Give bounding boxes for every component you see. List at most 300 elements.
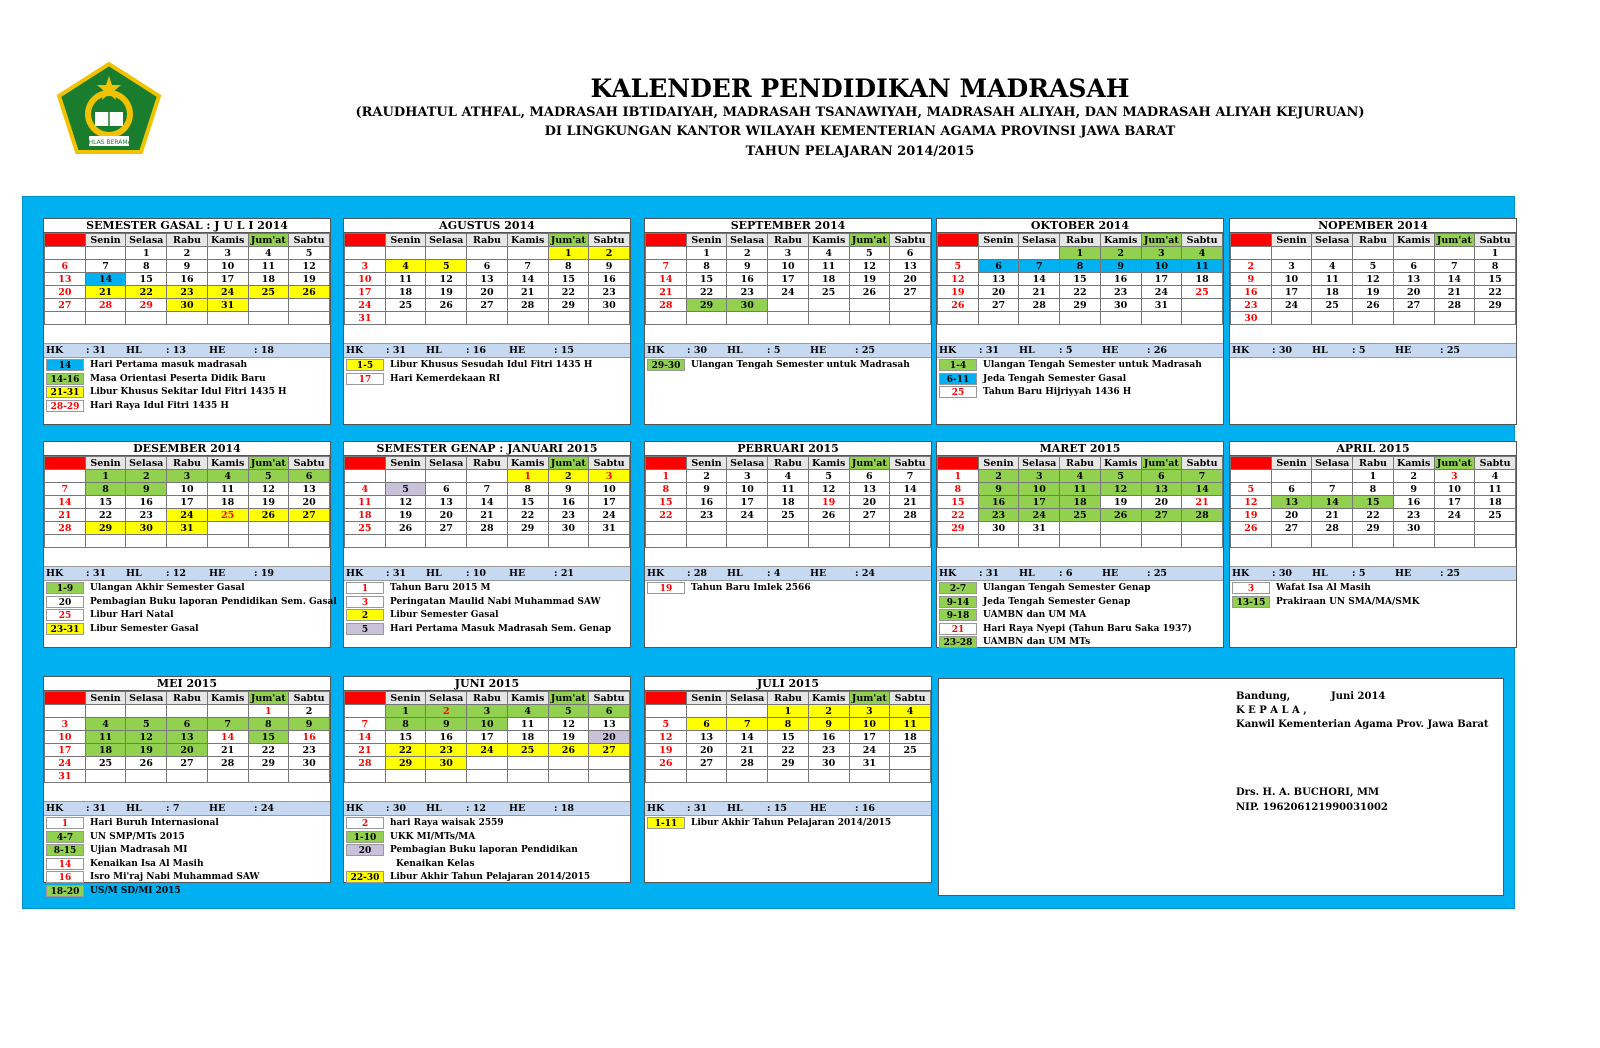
day-cell: 8: [1475, 260, 1516, 273]
day-cell: 29: [1060, 299, 1101, 312]
stat-hl-value: : 4: [767, 568, 781, 579]
day-cell: 30: [978, 522, 1019, 535]
day-cell: 10: [1271, 273, 1312, 286]
empty-cell: [1100, 535, 1141, 548]
day-cell: 4: [890, 705, 931, 718]
region-line: DI LINGKUNGAN KANTOR WILAYAH KEMENTERIAN AGAMA PROVINSI JAWA BARAT: [544, 124, 1176, 139]
stat-he-value: : 26: [1147, 345, 1168, 356]
day-cell: 22: [385, 744, 426, 757]
day-cell: 30: [589, 299, 630, 312]
month-title: NOPEMBER 2014: [1230, 219, 1516, 233]
weekday-header: Ahad: [938, 234, 979, 247]
day-cell: 23: [686, 509, 727, 522]
day-cell: 13: [1271, 496, 1312, 509]
day-cell: 19: [426, 286, 467, 299]
note-badge: 6-11: [939, 373, 977, 385]
signature-nip: NIP. 196206121990031002: [1236, 802, 1388, 813]
empty-cell: [167, 770, 208, 783]
empty-cell: [385, 770, 426, 783]
weekday-header: Kamis: [1100, 457, 1141, 470]
day-cell: 4: [248, 247, 289, 260]
note-badge: 2: [346, 817, 384, 829]
day-cell: 4: [385, 260, 426, 273]
page-title: KALENDER PENDIDIKAN MADRASAH: [590, 74, 1130, 103]
note-badge: 9-18: [939, 609, 977, 621]
day-cell: 17: [45, 744, 86, 757]
note-badge: 25: [46, 609, 84, 621]
day-cell: 4: [1182, 247, 1223, 260]
empty-cell: [345, 470, 386, 483]
note-text: Ulangan Tengah Semester Genap: [983, 583, 1151, 593]
weekday-header: Kamis: [507, 234, 548, 247]
day-cell: 17: [1141, 273, 1182, 286]
day-cell: 28: [1019, 299, 1060, 312]
month-notes: [645, 582, 931, 596]
month-stats: [1230, 343, 1516, 358]
day-cell: 5: [849, 247, 890, 260]
empty-cell: [1019, 247, 1060, 260]
day-cell: 3: [1434, 470, 1475, 483]
month-grid: [645, 456, 931, 548]
empty-cell: [85, 535, 126, 548]
stat-hl-value: : 13: [166, 345, 187, 356]
empty-cell: [890, 757, 931, 770]
note-text: Libur Semester Gasal: [90, 623, 199, 634]
note-row: [44, 871, 330, 885]
note-row: [44, 359, 330, 373]
weekday-header: Kamis: [1100, 234, 1141, 247]
stat-hl-label: HL: [727, 345, 743, 356]
weekday-header: Selasa: [1019, 234, 1060, 247]
empty-cell: [768, 770, 809, 783]
day-cell: 26: [1231, 522, 1272, 535]
day-cell: 10: [849, 718, 890, 731]
day-cell: 8: [126, 260, 167, 273]
empty-cell: [426, 770, 467, 783]
note-row: [937, 359, 1223, 373]
signature-name: Drs. H. A. BUCHORI, MM: [1236, 787, 1380, 798]
day-cell: 24: [45, 757, 86, 770]
day-cell: 21: [1019, 286, 1060, 299]
month-stats: [344, 566, 630, 581]
empty-cell: [1100, 312, 1141, 325]
empty-cell: [548, 757, 589, 770]
day-cell: 15: [85, 496, 126, 509]
month-grid: [1230, 456, 1516, 548]
stat-hk-label: HK: [346, 345, 364, 356]
empty-cell: [426, 535, 467, 548]
day-cell: 16: [1393, 496, 1434, 509]
day-cell: 4: [507, 705, 548, 718]
stat-hl-label: HL: [1312, 345, 1328, 356]
note-badge: 19: [647, 582, 685, 594]
day-cell: 17: [727, 496, 768, 509]
day-cell: 2: [1100, 247, 1141, 260]
day-cell: 18: [345, 509, 386, 522]
note-row: [645, 817, 931, 831]
stat-he-value: : 25: [1440, 568, 1461, 579]
stat-he-value: : 25: [1440, 345, 1461, 356]
month-grid: [44, 233, 330, 325]
day-cell: 13: [1141, 483, 1182, 496]
day-cell: 18: [248, 273, 289, 286]
empty-cell: [589, 535, 630, 548]
empty-cell: [1353, 247, 1394, 260]
day-cell: 19: [1353, 286, 1394, 299]
day-cell: 8: [938, 483, 979, 496]
day-cell: 24: [167, 509, 208, 522]
stat-hk-label: HK: [46, 803, 64, 814]
day-cell: 13: [45, 273, 86, 286]
day-cell: 1: [548, 247, 589, 260]
day-cell: 6: [467, 260, 508, 273]
stat-he-value: : 21: [554, 568, 575, 579]
day-cell: 18: [808, 273, 849, 286]
month-notes: [645, 817, 931, 831]
weekday-header: Jum'at: [1434, 457, 1475, 470]
note-text: Jeda Tengah Semester Genap: [983, 596, 1131, 607]
day-cell: 2: [808, 705, 849, 718]
note-row: [344, 858, 630, 872]
empty-cell: [808, 770, 849, 783]
note-row: [937, 623, 1223, 637]
day-cell: 26: [548, 744, 589, 757]
day-cell: 10: [1434, 483, 1475, 496]
day-cell: 22: [1475, 286, 1516, 299]
day-cell: 4: [345, 483, 386, 496]
empty-cell: [727, 705, 768, 718]
day-cell: 27: [167, 757, 208, 770]
day-cell: 23: [289, 744, 330, 757]
weekday-header: Kamis: [1393, 234, 1434, 247]
empty-cell: [207, 705, 248, 718]
month-panel: [43, 441, 337, 648]
day-cell: 3: [1019, 470, 1060, 483]
day-cell: 1: [686, 247, 727, 260]
note-badge: 1-9: [46, 582, 84, 594]
day-cell: 6: [289, 470, 330, 483]
note-badge: 18-20: [46, 885, 84, 897]
day-cell: 6: [1141, 470, 1182, 483]
day-cell: 29: [686, 299, 727, 312]
note-text: Kenaikan Kelas: [396, 858, 475, 869]
day-cell: 31: [207, 299, 248, 312]
day-cell: 22: [1353, 509, 1394, 522]
month-panel: [1229, 441, 1517, 648]
day-cell: 27: [1141, 509, 1182, 522]
day-cell: 9: [1100, 260, 1141, 273]
note-text: UN SMP/MTs 2015: [90, 831, 185, 842]
day-cell: 4: [1060, 470, 1101, 483]
day-cell: 25: [1312, 299, 1353, 312]
day-cell: 17: [345, 286, 386, 299]
day-cell: 18: [890, 731, 931, 744]
day-cell: 21: [467, 509, 508, 522]
day-cell: 26: [126, 757, 167, 770]
month-panel: [43, 218, 331, 425]
day-cell: 28: [45, 522, 86, 535]
day-cell: 11: [1312, 273, 1353, 286]
day-cell: 19: [849, 273, 890, 286]
month-title: AGUSTUS 2014: [344, 219, 630, 233]
day-cell: 13: [1393, 273, 1434, 286]
day-cell: 9: [126, 483, 167, 496]
day-cell: 15: [1353, 496, 1394, 509]
day-cell: 29: [248, 757, 289, 770]
weekday-header: Ahad: [345, 692, 386, 705]
month-grid: [645, 691, 931, 783]
day-cell: 3: [207, 247, 248, 260]
weekday-header: Kamis: [1393, 457, 1434, 470]
day-cell: 12: [1100, 483, 1141, 496]
day-cell: 25: [890, 744, 931, 757]
day-cell: 30: [1100, 299, 1141, 312]
day-cell: 13: [589, 718, 630, 731]
note-row: [344, 844, 630, 858]
day-cell: 14: [890, 483, 931, 496]
note-text: Wafat Isa Al Masih: [1276, 583, 1371, 593]
day-cell: 29: [385, 757, 426, 770]
weekday-header: Kamis: [207, 457, 248, 470]
day-cell: 7: [890, 470, 931, 483]
day-cell: 1: [1353, 470, 1394, 483]
day-cell: 18: [1060, 496, 1101, 509]
weekday-header: Selasa: [727, 457, 768, 470]
weekday-header: Kamis: [808, 457, 849, 470]
weekday-header: Selasa: [1312, 234, 1353, 247]
day-cell: 25: [768, 509, 809, 522]
weekday-header: Selasa: [727, 692, 768, 705]
day-cell: 22: [1060, 286, 1101, 299]
weekday-header: Ahad: [1231, 457, 1272, 470]
empty-cell: [727, 522, 768, 535]
note-text: Masa Orientasi Peserta Didik Baru: [90, 373, 266, 384]
day-cell: 11: [1475, 483, 1516, 496]
day-cell: 29: [507, 522, 548, 535]
day-cell: 8: [85, 483, 126, 496]
empty-cell: [548, 770, 589, 783]
empty-cell: [289, 312, 330, 325]
day-cell: 5: [938, 260, 979, 273]
weekday-header: Kamis: [507, 457, 548, 470]
note-text: UKK MI/MTs/MA: [390, 831, 476, 842]
day-cell: 26: [1100, 509, 1141, 522]
weekday-header: Selasa: [1019, 457, 1060, 470]
empty-cell: [289, 522, 330, 535]
note-text: Peringatan Maulid Nabi Muhammad SAW: [390, 596, 601, 607]
note-badge: 17: [346, 373, 384, 385]
empty-cell: [1271, 470, 1312, 483]
stat-hk-label: HK: [647, 345, 665, 356]
day-cell: 12: [1353, 273, 1394, 286]
stat-hl-label: HL: [126, 345, 142, 356]
weekday-header: Senin: [1271, 457, 1312, 470]
day-cell: 13: [426, 496, 467, 509]
day-cell: 22: [686, 286, 727, 299]
month-stats: [44, 566, 330, 581]
stat-he-value: : 25: [855, 345, 876, 356]
empty-cell: [808, 535, 849, 548]
day-cell: 10: [1019, 483, 1060, 496]
day-cell: 14: [1182, 483, 1223, 496]
stat-hk-value: : 28: [687, 568, 708, 579]
day-cell: 6: [426, 483, 467, 496]
weekday-header: Sabtu: [1475, 234, 1516, 247]
day-cell: 29: [1353, 522, 1394, 535]
day-cell: 12: [548, 718, 589, 731]
day-cell: 19: [808, 496, 849, 509]
stat-he-value: : 19: [254, 568, 275, 579]
weekday-header: Sabtu: [1182, 457, 1223, 470]
empty-cell: [207, 312, 248, 325]
day-cell: 6: [167, 718, 208, 731]
day-cell: 13: [686, 731, 727, 744]
empty-cell: [1060, 535, 1101, 548]
empty-cell: [1434, 522, 1475, 535]
note-text: Tahun Baru Imlek 2566: [691, 583, 811, 593]
day-cell: 20: [289, 496, 330, 509]
empty-cell: [1312, 247, 1353, 260]
day-cell: 19: [248, 496, 289, 509]
note-row: [1230, 596, 1516, 610]
note-text: Hari Kemerdekaan RI: [390, 373, 501, 384]
day-cell: 11: [248, 260, 289, 273]
day-cell: 16: [1231, 286, 1272, 299]
empty-cell: [938, 535, 979, 548]
day-cell: 17: [589, 496, 630, 509]
day-cell: 20: [686, 744, 727, 757]
empty-cell: [589, 770, 630, 783]
day-cell: 25: [808, 286, 849, 299]
day-cell: 5: [548, 705, 589, 718]
note-badge: 3: [1232, 582, 1270, 594]
month-notes: [44, 817, 330, 898]
day-cell: 11: [85, 731, 126, 744]
empty-cell: [548, 312, 589, 325]
note-badge: 20: [346, 844, 384, 856]
month-grid: [44, 691, 330, 783]
day-cell: 31: [849, 757, 890, 770]
day-cell: 21: [1182, 496, 1223, 509]
weekday-header: Ahad: [646, 457, 687, 470]
empty-cell: [345, 247, 386, 260]
stat-hk-value: : 31: [386, 345, 407, 356]
empty-cell: [768, 522, 809, 535]
note-badge: 2-7: [939, 582, 977, 594]
empty-cell: [45, 470, 86, 483]
day-cell: 23: [426, 744, 467, 757]
note-row: [44, 582, 330, 596]
kemenag-logo: [55, 62, 163, 154]
weekday-header: Sabtu: [890, 234, 931, 247]
month-title: SEPTEMBER 2014: [645, 219, 931, 233]
stat-hl-value: : 5: [767, 345, 781, 356]
day-cell: 12: [1231, 496, 1272, 509]
empty-cell: [686, 535, 727, 548]
day-cell: 9: [548, 483, 589, 496]
day-cell: 3: [167, 470, 208, 483]
day-cell: 25: [1182, 286, 1223, 299]
month-panel: [936, 441, 1224, 648]
day-cell: 1: [85, 470, 126, 483]
signature-date: Juni 2014: [1331, 691, 1386, 702]
note-text: Hari Buruh Internasional: [90, 818, 219, 828]
day-cell: 16: [978, 496, 1019, 509]
day-cell: 26: [385, 522, 426, 535]
day-cell: 1: [1475, 247, 1516, 260]
month-notes: [937, 582, 1223, 650]
day-cell: 14: [507, 273, 548, 286]
day-cell: 7: [1019, 260, 1060, 273]
day-cell: 26: [248, 509, 289, 522]
day-cell: 5: [1231, 483, 1272, 496]
note-badge: 14: [46, 858, 84, 870]
weekday-header: Kamis: [808, 234, 849, 247]
note-row: [44, 844, 330, 858]
stat-he-label: HE: [209, 568, 226, 579]
stat-he-label: HE: [509, 803, 526, 814]
empty-cell: [85, 705, 126, 718]
stat-hl-label: HL: [1019, 568, 1035, 579]
day-cell: 15: [1475, 273, 1516, 286]
month-panel: [644, 676, 932, 883]
day-cell: 30: [126, 522, 167, 535]
day-cell: 2: [1231, 260, 1272, 273]
day-cell: 15: [938, 496, 979, 509]
empty-cell: [45, 312, 86, 325]
day-cell: 16: [589, 273, 630, 286]
stat-he-label: HE: [1102, 568, 1119, 579]
day-cell: 26: [1353, 299, 1394, 312]
stat-hl-label: HL: [1019, 345, 1035, 356]
note-badge: 4-7: [46, 831, 84, 843]
day-cell: 25: [507, 744, 548, 757]
month-title: MEI 2015: [44, 677, 330, 691]
stat-hk-label: HK: [939, 345, 957, 356]
month-grid: [44, 456, 330, 548]
note-text: US/M SD/MI 2015: [90, 885, 181, 896]
weekday-header: Ahad: [938, 457, 979, 470]
note-row: [344, 817, 630, 831]
day-cell: 23: [548, 509, 589, 522]
day-cell: 28: [646, 299, 687, 312]
day-cell: 18: [85, 744, 126, 757]
day-cell: 17: [1019, 496, 1060, 509]
day-cell: 29: [85, 522, 126, 535]
day-cell: 22: [938, 509, 979, 522]
note-text: Pembagian Buku laporan Pendidikan Sem. Gasal: [90, 596, 337, 607]
empty-cell: [646, 705, 687, 718]
day-cell: 27: [426, 522, 467, 535]
empty-cell: [126, 770, 167, 783]
day-cell: 30: [548, 522, 589, 535]
day-cell: 7: [1434, 260, 1475, 273]
empty-cell: [1393, 312, 1434, 325]
svg-text:IKHLAS BERAMAL: IKHLAS BERAMAL: [82, 139, 136, 146]
weekday-header: Rabu: [467, 457, 508, 470]
empty-cell: [1312, 470, 1353, 483]
note-text: Tahun Baru Hijriyyah 1436 H: [983, 387, 1132, 397]
empty-cell: [1434, 247, 1475, 260]
day-cell: 6: [686, 718, 727, 731]
note-text: Hari Raya Nyepi (Tahun Baru Saka 1937): [983, 623, 1192, 634]
stat-he-label: HE: [810, 568, 827, 579]
empty-cell: [1271, 535, 1312, 548]
day-cell: 23: [978, 509, 1019, 522]
day-cell: 19: [289, 273, 330, 286]
weekday-header: Jum'at: [1141, 234, 1182, 247]
month-title: JULI 2015: [645, 677, 931, 691]
